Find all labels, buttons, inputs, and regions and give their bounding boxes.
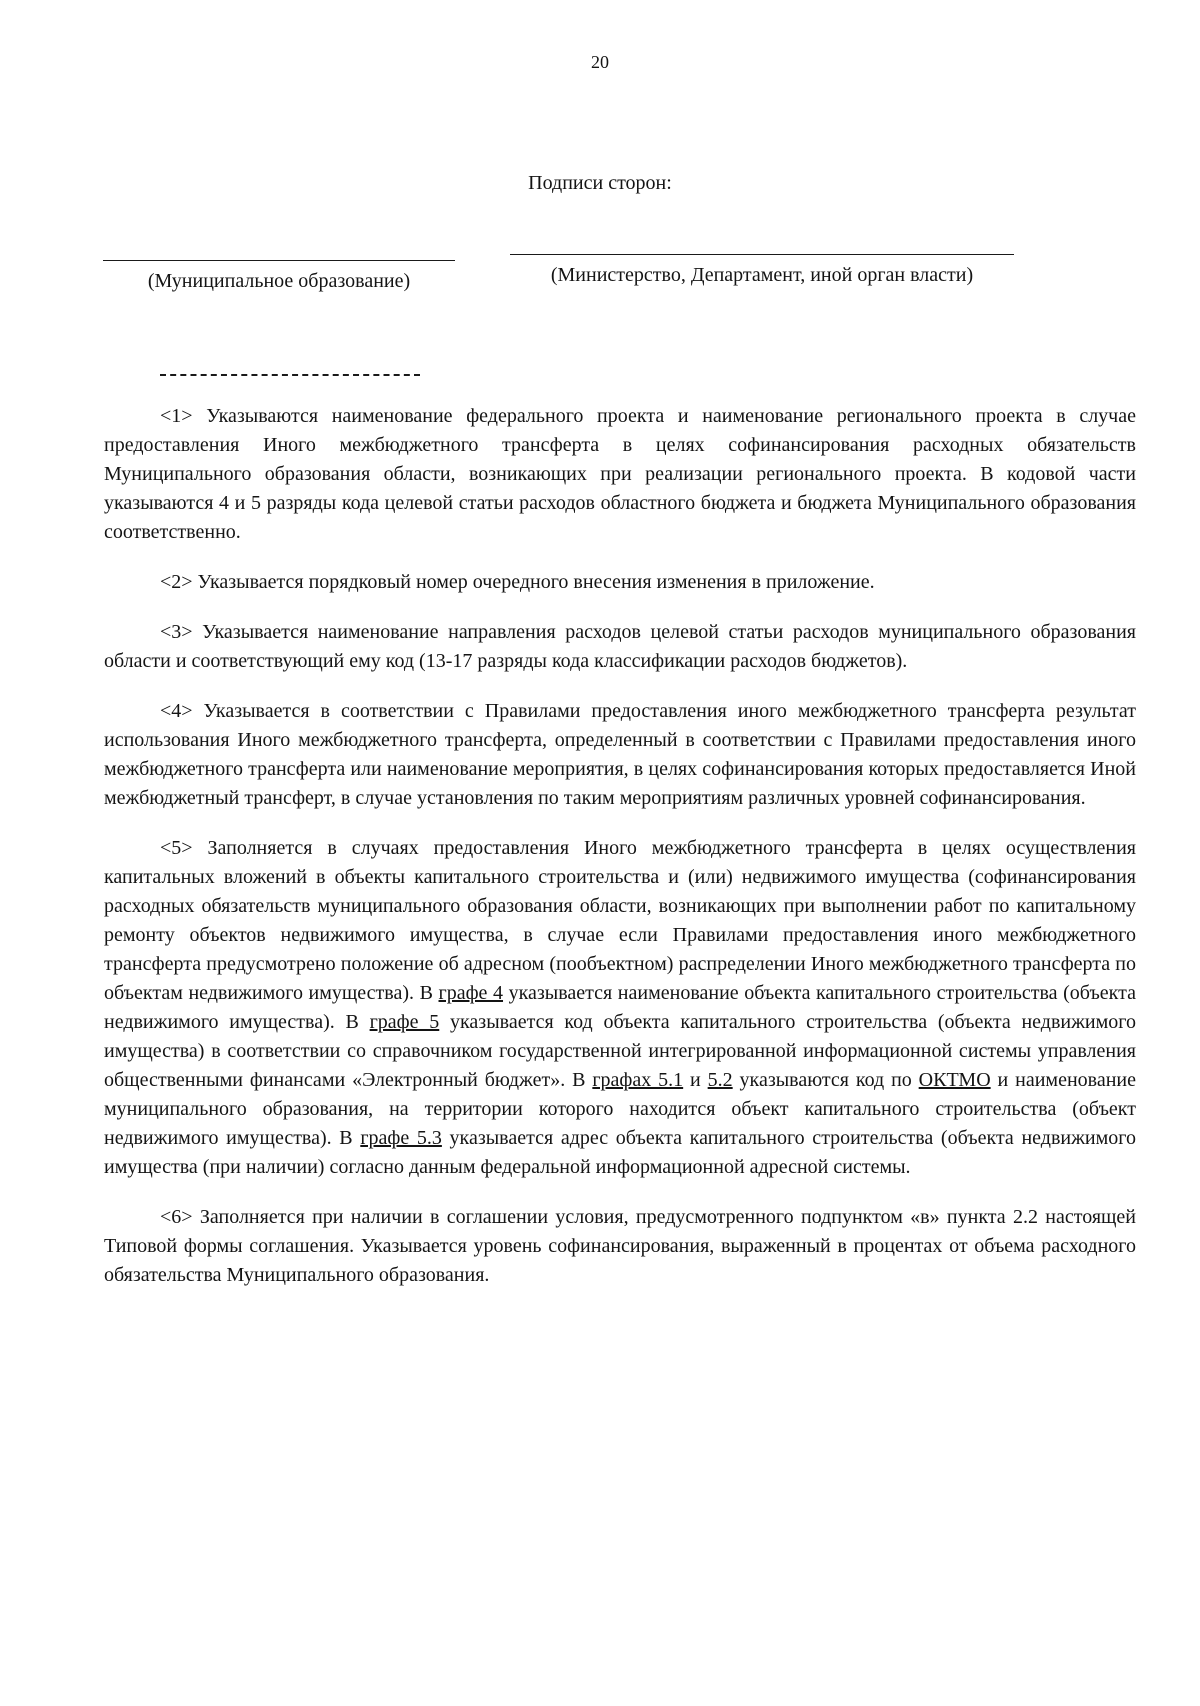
footnote-5-text: <5> Заполняется в случаях предоставления Иного межбюджетного трансферта в целях осуществления капитальных вложений в объекты капитального строительства и (или) недвижимого имущества (софинансирования расходных обязательств муниципального образования области, возникающих при выполнении работ по капитальному ремонту объектов недвижимого имущества, в случае если Правилами предоставления иного межбюджетного трансферта предусмотрено положение об адресном (пообъектном) распределении Иного межбюджетного трансферта по объектам недвижимого имущества). В bbox=[104, 837, 1136, 1004]
footnote-6: <6> Заполняется при наличии в соглашении условия, предусмотренного подпунктом «в» пункта 2.2 настоящей Типовой формы соглашения. Указывается уровень софинансирования, выраженный в процентах от объема расходного обязательства Муниципального образования. bbox=[104, 1206, 1136, 1286]
signatures-heading: Подписи сторон: bbox=[528, 172, 672, 194]
ref-column-5-2[interactable]: 5.2 bbox=[707, 1069, 733, 1091]
footnote-5-text: и наименование муниципального образования, на территории которого находится объект капитального строительства (объект недвижимого имущества). В bbox=[104, 1069, 1136, 1149]
signature-block-municipality bbox=[103, 260, 455, 295]
footnote-5-text: указываются код по bbox=[732, 1069, 919, 1091]
footnote-2: <2> Указывается порядковый номер очередного внесения изменения в приложение. bbox=[160, 571, 875, 593]
footnote-separator bbox=[160, 374, 420, 376]
footnote-4: <4> Указывается в соответствии с Правилами предоставления иного межбюджетного трансферта результат использования Иного межбюджетного трансферта, определенный в соответствии с Правилами предоставления иного межбюджетного трансферта или наименование мероприятия, в целях софинансирования которых предоставляется Иной межбюджетный трансферт, в случае установления по таким мероприятиям различных уровней софинансирования. bbox=[104, 700, 1136, 809]
ref-column-5-3[interactable]: графе 5.3 bbox=[360, 1127, 442, 1149]
signature-line-municipality bbox=[103, 260, 455, 261]
signature-caption-ministry: (Министерство, Департамент, иной орган власти) bbox=[550, 264, 974, 286]
ref-oktmo[interactable]: ОКТМО bbox=[918, 1069, 991, 1091]
footnote-5-text: указывается код объекта капитального строительства (объекта недвижимого имущества) в соответствии со справочником государственной интегрированной информационной системы управления общественными финансами «Электронный бюджет». В bbox=[104, 1011, 1136, 1091]
ref-column-4[interactable]: графе 4 bbox=[438, 982, 504, 1004]
footnote-1: <1> Указываются наименование федерального проекта и наименование регионального проекта в случае предоставления Иного межбюджетного трансферта в целях софинансирования расходных обязательств Муниципального образования области, возникающих при реализации регионального проекта. В кодовой части указываются 4 и 5 разряды кода целевой статьи расходов областного бюджета и бюджета Муниципального образования соответственно. bbox=[104, 405, 1136, 543]
footnote-5-text: и bbox=[683, 1069, 708, 1091]
page-number: 20 bbox=[591, 52, 609, 72]
signature-block-ministry bbox=[510, 254, 1014, 289]
footnote-5 bbox=[104, 834, 1136, 1182]
ref-column-5-1[interactable]: графах 5.1 bbox=[592, 1069, 684, 1091]
footnotes bbox=[104, 402, 1136, 1311]
ref-column-5[interactable]: графе 5 bbox=[369, 1011, 440, 1033]
signature-line-ministry bbox=[510, 254, 1014, 255]
footnote-5-text: указывается наименование объекта капитального строительства (объекта недвижимого имущества). В bbox=[104, 982, 1136, 1033]
footnote-5-text: указывается адрес объекта капитального строительства (объекта недвижимого имущества (при наличии) согласно данным федеральной информационной адресной системы. bbox=[104, 1127, 1136, 1178]
footnote-3: <3> Указывается наименование направления расходов целевой статьи расходов муниципального образования области и соответствующий ему код (13-17 разряды кода классификации расходов бюджетов). bbox=[104, 621, 1136, 672]
signature-caption-municipality: (Муниципальное образование) bbox=[147, 270, 411, 292]
